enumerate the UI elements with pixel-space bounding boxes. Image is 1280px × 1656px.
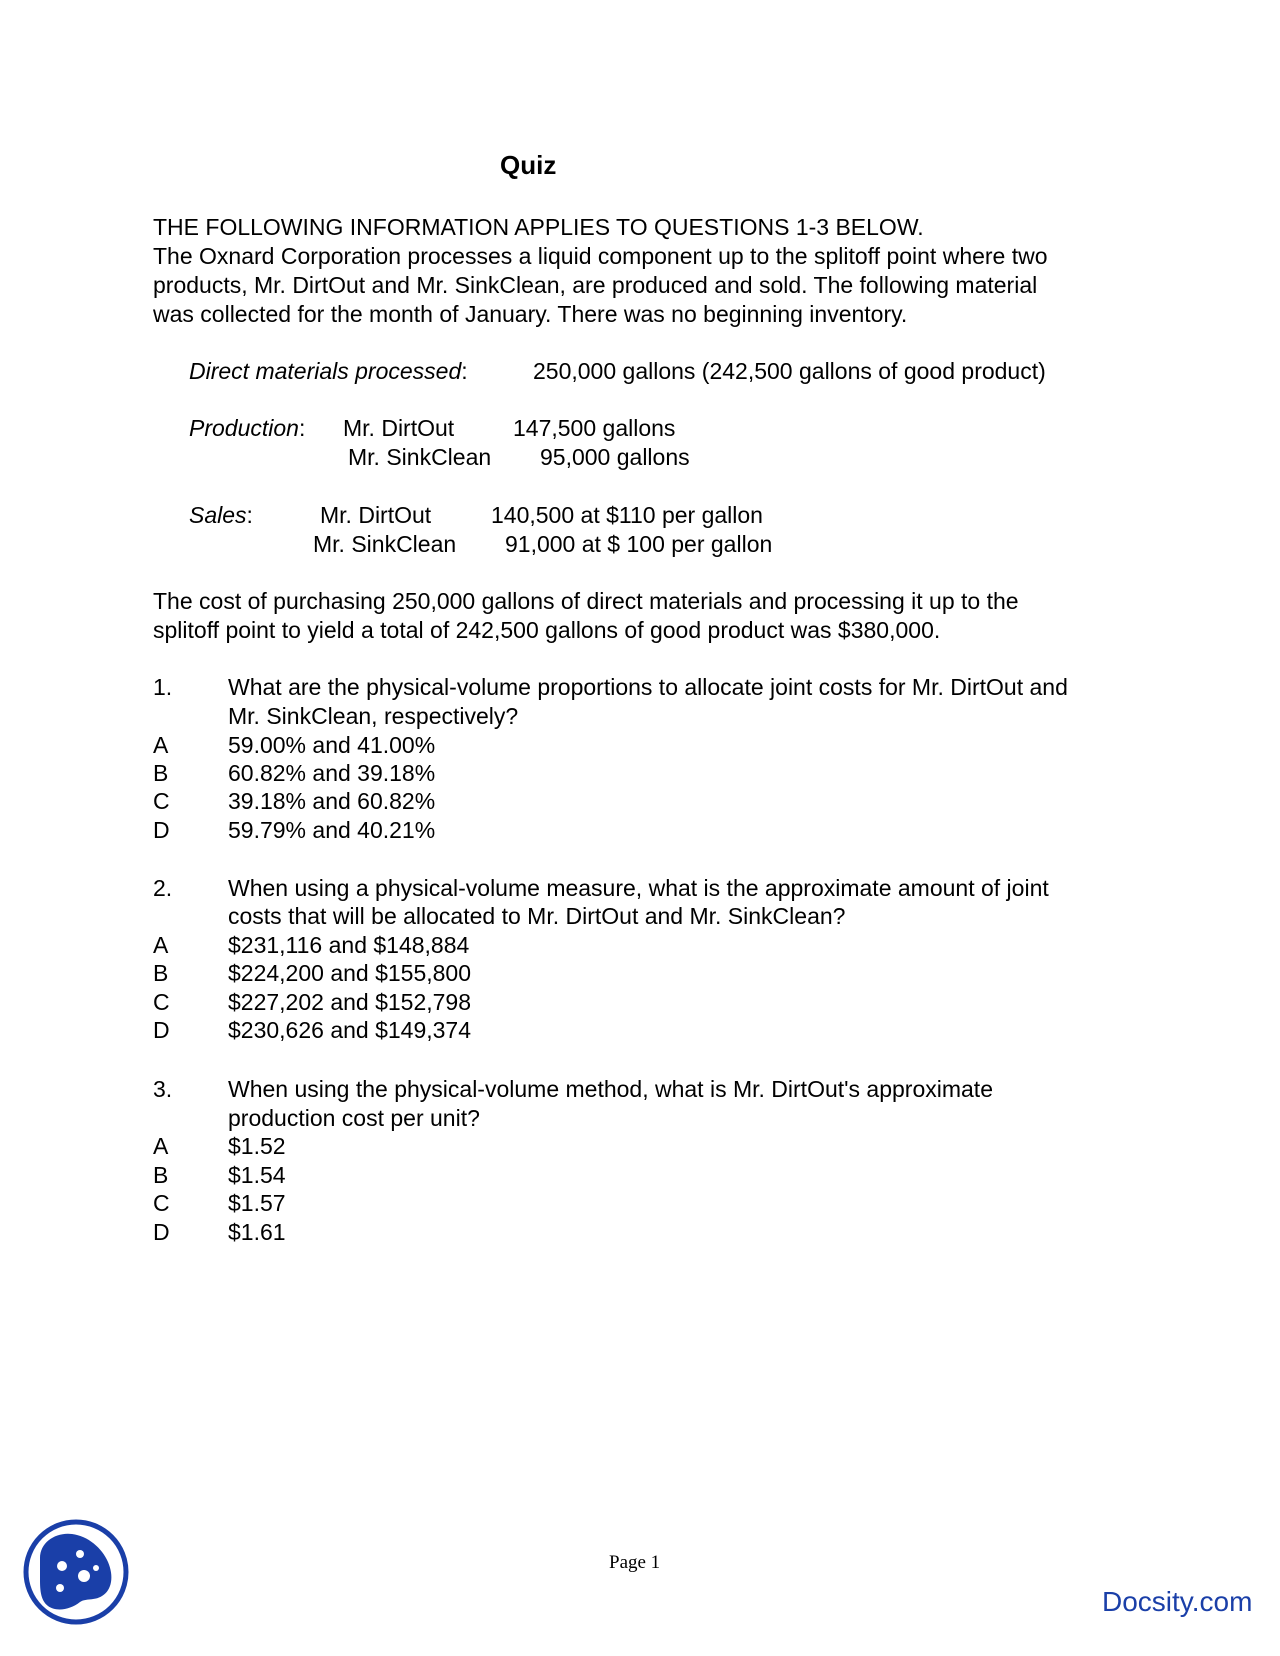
option-text: $1.57 bbox=[228, 1190, 286, 1216]
question-text: costs that will be allocated to Mr. DirtOut and Mr. SinkClean? bbox=[228, 903, 846, 929]
sales-label: Sales bbox=[189, 502, 247, 528]
question-text: What are the physical-volume proportions to allocate joint costs for Mr. DirtOut and bbox=[228, 674, 1068, 700]
option-text: $227,202 and $152,798 bbox=[228, 989, 472, 1015]
option-text: 59.00% and 41.00% bbox=[228, 732, 436, 758]
option-letter: B bbox=[153, 960, 169, 986]
production-product: Mr. DirtOut bbox=[343, 415, 455, 441]
option-letter: B bbox=[153, 760, 169, 786]
option-letter: C bbox=[153, 788, 170, 814]
page-number: Page 1 bbox=[609, 1552, 661, 1573]
option-text: 60.82% and 39.18% bbox=[228, 760, 436, 786]
intro-line: The Oxnard Corporation processes a liquid component up to the splitoff point where two bbox=[153, 243, 1048, 269]
question-text: When using a physical-volume measure, what is the approximate amount of joint bbox=[228, 875, 1049, 901]
direct-materials-value: 250,000 gallons (242,500 gallons of good product) bbox=[533, 358, 1046, 384]
production-product: Mr. SinkClean bbox=[348, 444, 492, 470]
direct-materials-row bbox=[189, 357, 468, 385]
intro-heading: THE FOLLOWING INFORMATION APPLIES TO QUESTIONS 1-3 BELOW. bbox=[153, 214, 924, 240]
production-label-row bbox=[189, 414, 305, 442]
sales-product: Mr. SinkClean bbox=[313, 531, 457, 557]
option-letter: D bbox=[153, 1219, 170, 1245]
option-letter: A bbox=[153, 932, 169, 958]
cost-line: splitoff point to yield a total of 242,500 gallons of good product was $380,000. bbox=[153, 617, 941, 643]
label-colon: : bbox=[461, 358, 468, 384]
question-text: Mr. SinkClean, respectively? bbox=[228, 703, 519, 729]
option-letter: C bbox=[153, 989, 170, 1015]
production-amount: 95,000 gallons bbox=[540, 444, 690, 470]
question-number: 1. bbox=[153, 674, 173, 700]
sales-product: Mr. DirtOut bbox=[320, 502, 432, 528]
production-amount: 147,500 gallons bbox=[513, 415, 676, 441]
cost-line: The cost of purchasing 250,000 gallons of direct materials and processing it up to the bbox=[153, 588, 1019, 614]
direct-materials-label: Direct materials processed bbox=[189, 358, 462, 384]
sales-label-row bbox=[189, 501, 253, 529]
intro-line: was collected for the month of January. There was no beginning inventory. bbox=[153, 301, 908, 327]
option-letter: D bbox=[153, 817, 170, 843]
option-letter: C bbox=[153, 1190, 170, 1216]
question-text: production cost per unit? bbox=[228, 1105, 480, 1131]
question-number: 2. bbox=[153, 875, 173, 901]
option-text: $231,116 and $148,884 bbox=[228, 932, 470, 958]
option-text: $224,200 and $155,800 bbox=[228, 960, 472, 986]
option-text: 59.79% and 40.21% bbox=[228, 817, 436, 843]
option-letter: B bbox=[153, 1162, 169, 1188]
option-letter: A bbox=[153, 732, 169, 758]
production-label: Production bbox=[189, 415, 299, 441]
page-title: Quiz bbox=[500, 150, 557, 180]
option-letter: D bbox=[153, 1017, 170, 1043]
option-text: $1.61 bbox=[228, 1219, 286, 1245]
docsity-logo-icon[interactable] bbox=[22, 1518, 130, 1626]
question-number: 3. bbox=[153, 1076, 173, 1102]
question-text: When using the physical-volume method, what is Mr. DirtOut's approximate bbox=[228, 1076, 993, 1102]
sales-amount: 91,000 at $ 100 per gallon bbox=[505, 531, 773, 557]
label-colon: : bbox=[298, 415, 306, 441]
option-text: $230,626 and $149,374 bbox=[228, 1017, 472, 1043]
sales-amount: 140,500 at $110 per gallon bbox=[491, 502, 763, 528]
option-text: $1.52 bbox=[228, 1133, 286, 1159]
docsity-brand-link[interactable]: Docsity.com bbox=[1102, 1586, 1253, 1617]
option-text: 39.18% and 60.82% bbox=[228, 788, 436, 814]
option-text: $1.54 bbox=[228, 1162, 286, 1188]
option-letter: A bbox=[153, 1133, 169, 1159]
label-colon: : bbox=[246, 502, 253, 528]
intro-line: products, Mr. DirtOut and Mr. SinkClean, are produced and sold. The following material bbox=[153, 272, 1038, 298]
